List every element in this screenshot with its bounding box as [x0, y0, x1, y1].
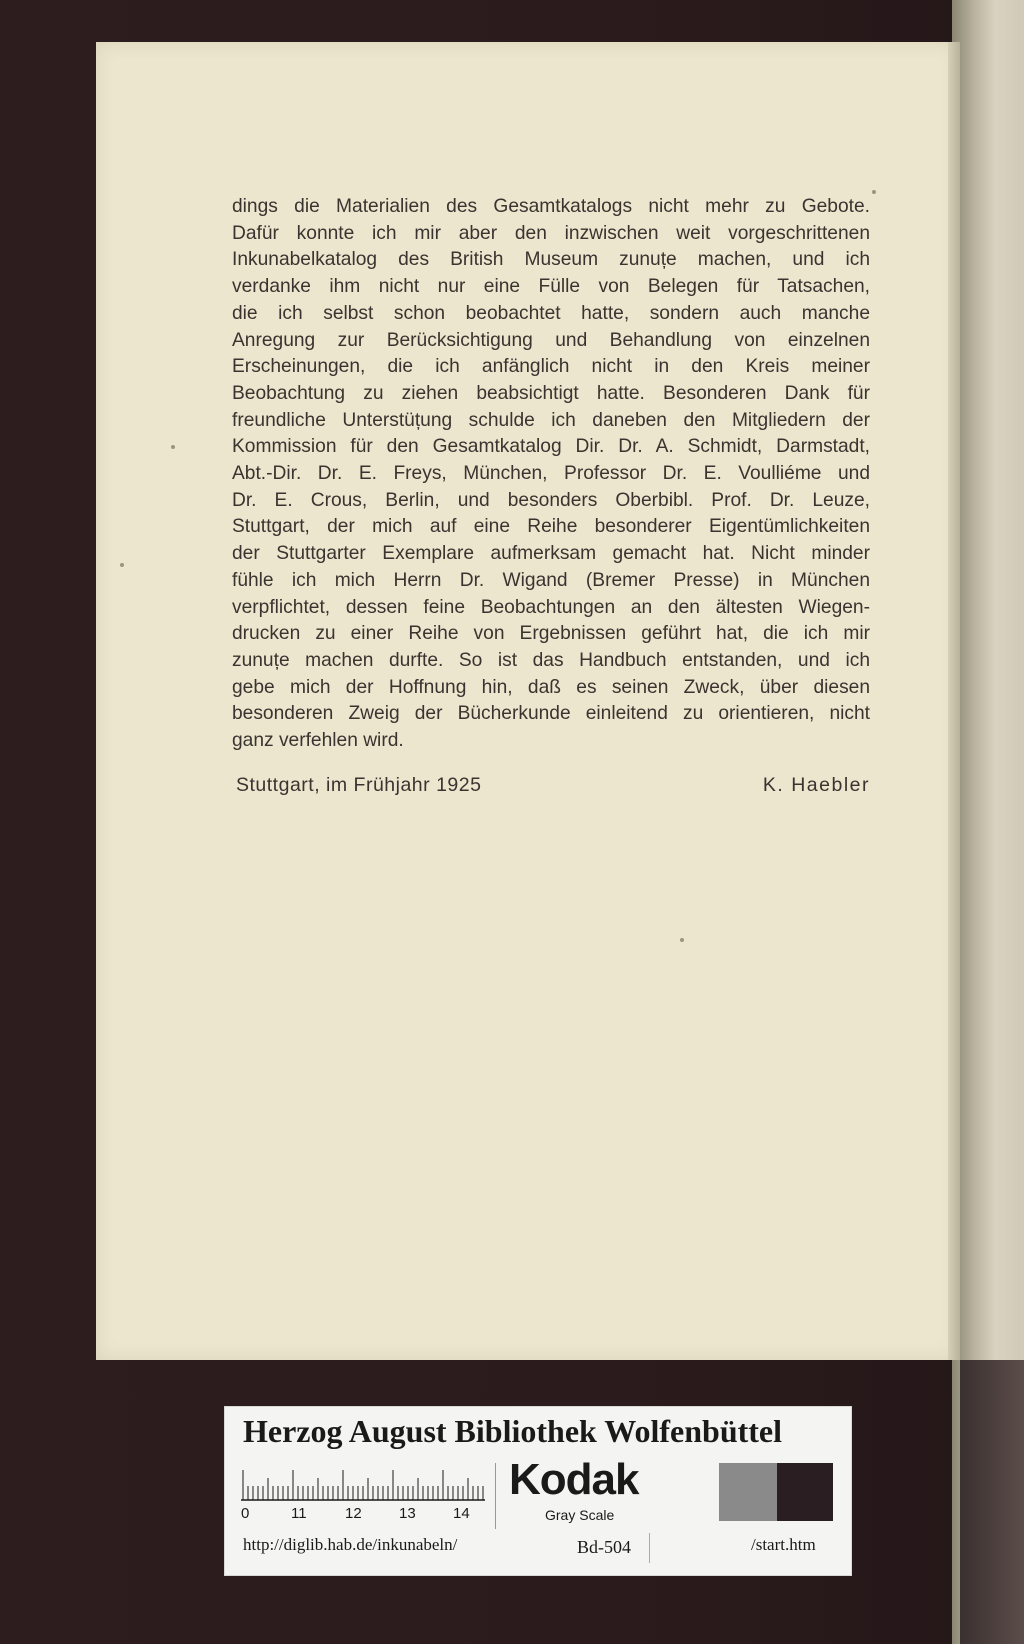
author-name: K. Haebler	[762, 774, 870, 796]
ruler-labels	[241, 1505, 491, 1525]
kodak-logo: Kodak	[509, 1455, 639, 1504]
text-line: Dafür konnte ich mir aber den inzwischen weit vorgeschrittenen	[232, 222, 870, 244]
text-line: Beobachtung zu ziehen beabsichtigt hatte. Besonderen Dank für	[232, 382, 870, 404]
signature-line	[236, 774, 870, 797]
url-link[interactable]: http://diglib.hab.de/inkunabeln/	[243, 1535, 458, 1554]
text-line: ganz verfehlen wird.	[232, 730, 404, 752]
text-line: gebe mich der Hoffnung hin, daß es seinen Zweck, über diesen	[232, 676, 870, 698]
text-line: zunuțe machen durfte. So ist das Handbuch entstanden, und ich	[232, 649, 870, 671]
dark-swatch	[777, 1463, 833, 1521]
text-line: verpflichtet, dessen feine Beobachtungen an den ältesten Wiegen-	[232, 596, 870, 618]
divider	[649, 1533, 650, 1563]
body-text	[232, 194, 870, 755]
url-suffix-link[interactable]: /start.htm	[751, 1535, 816, 1554]
scan-bed-shadow	[960, 1360, 1024, 1644]
text-line: Erscheinungen, die ich anfänglich nicht in den Kreis meiner	[232, 356, 870, 378]
paper-speck	[120, 563, 124, 567]
text-line: verdanke ihm nicht nur eine Fülle von Belegen für Tatsachen,	[232, 276, 870, 298]
text-line: drucken zu einer Reihe von Ergebnissen geführt hat, die ich mir	[232, 623, 870, 645]
place-date: Stuttgart, im Frühjahr 1925	[236, 774, 482, 796]
paper-speck	[680, 938, 684, 942]
text-line: Kommission für den Gesamtkatalog Dir. Dr. A. Schmidt, Darmstadt,	[232, 436, 870, 458]
color-target-card	[224, 1406, 852, 1576]
ruler-label: 0	[241, 1505, 250, 1522]
gray-scale-label: Gray Scale	[545, 1507, 615, 1523]
text-line: Inkunabelkatalog des British Museum zunuțe machen, und ich	[232, 249, 870, 271]
ruler-label: 11	[291, 1505, 307, 1522]
text-line: Anregung zur Berücksichtigung und Behandlung von einzelnen	[232, 329, 870, 351]
text-line: der Stuttgarter Exemplare aufmerksam gemacht hat. Nicht minder	[232, 543, 870, 565]
text-line: fühle ich mich Herrn Dr. Wigand (Bremer Presse) in München	[232, 569, 870, 591]
ruler-label: 13	[399, 1505, 416, 1522]
library-title: Herzog August Bibliothek Wolfenbüttel	[243, 1413, 783, 1449]
text-line: Abt.-Dir. Dr. E. Freys, München, Professor Dr. E. Voulliéme und	[232, 463, 870, 485]
text-line: freundliche Unterstüțung schulde ich daneben den Mitgliedern der	[232, 409, 870, 431]
text-line: dings die Materialien des Gesamtkatalogs nicht mehr zu Gebote.	[232, 196, 870, 217]
text-line: die ich selbst schon beobachtet hatte, sondern auch manche	[232, 302, 870, 324]
text-line: Dr. E. Crous, Berlin, und besonders Oberbibl. Prof. Dr. Leuze,	[232, 489, 870, 511]
gray-swatch	[719, 1463, 777, 1521]
paper-speck	[171, 445, 175, 449]
page-fold-edge	[948, 42, 960, 1360]
ruler-label: 12	[345, 1505, 362, 1522]
ruler-label: 14	[453, 1505, 470, 1522]
text-line: besonderen Zweig der Bücherkunde einleitend zu orientieren, nicht	[232, 703, 870, 725]
ruler-scale	[241, 1463, 485, 1501]
divider	[495, 1463, 496, 1529]
text-line: Stuttgart, der mich auf eine Reihe besonderer Eigentümlichkeiten	[232, 516, 870, 538]
paper-speck	[872, 190, 876, 194]
shelfmark: Bd-504	[577, 1537, 631, 1557]
